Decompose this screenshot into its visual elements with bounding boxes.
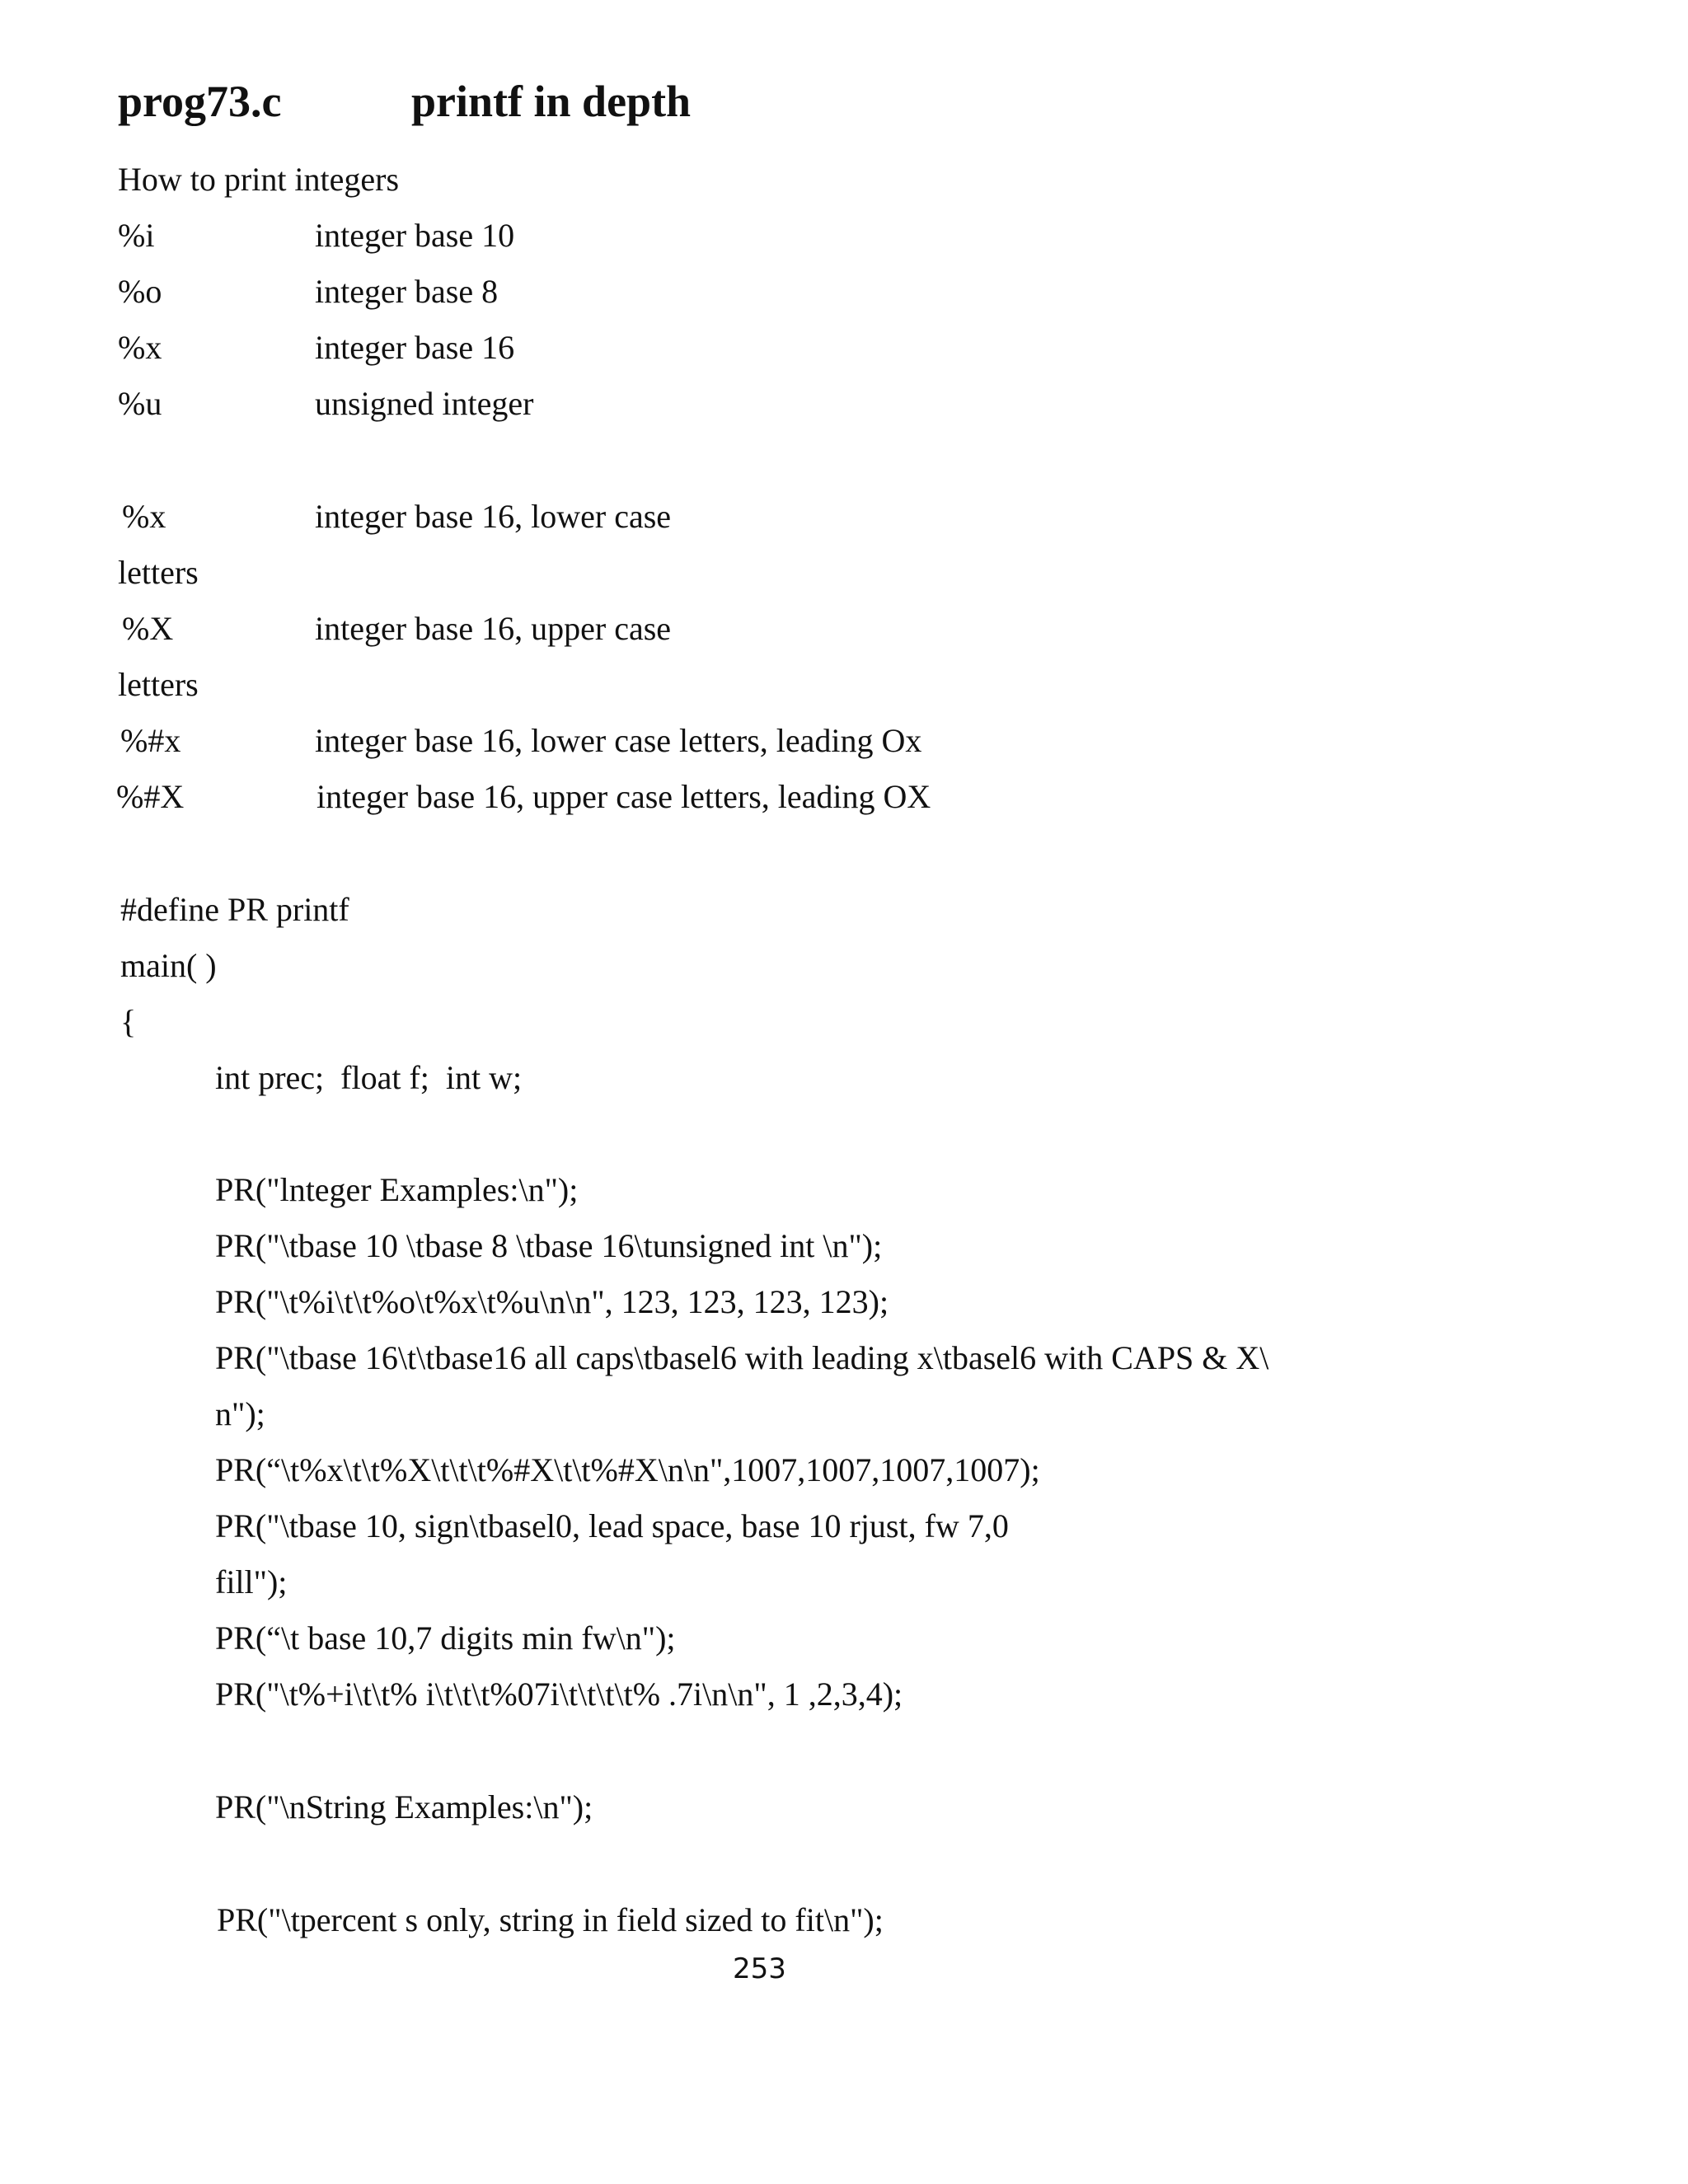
page-number: 253 — [733, 1952, 786, 1985]
code-declaration: int prec; float f; int w; — [215, 1059, 523, 1096]
intro-text: How to print integers — [118, 161, 400, 198]
code-line: PR("\tbase 10 \tbase 8 \tbase 16\tunsigned int \n"); — [215, 1227, 883, 1264]
code-line: PR("\nString Examples:\n"); — [215, 1788, 593, 1825]
spec-description: integer base 16, upper case — [315, 610, 672, 647]
spec-code: %x — [122, 498, 166, 535]
code-define: #define PR printf — [120, 891, 349, 928]
spec-code: %o — [118, 273, 162, 310]
code-line: PR("\tpercent s only, string in field sized to fit\n"); — [217, 1901, 884, 1938]
code-line: n"); — [215, 1395, 265, 1432]
spec-code: %X — [122, 610, 174, 647]
spec-description: integer base 8 — [315, 273, 499, 310]
code-line: PR("lnteger Examples:\n"); — [215, 1171, 579, 1208]
code-open-brace: { — [120, 1003, 137, 1040]
filename-heading: prog73.c — [118, 77, 282, 126]
code-line: fill"); — [215, 1563, 288, 1601]
spec-description: unsigned integer — [315, 385, 534, 422]
code-line: PR(“\t base 10,7 digits min fw\n"); — [215, 1619, 676, 1657]
spec-code: %#X — [116, 778, 185, 815]
code-line: PR("\t%i\t\t%o\t%x\t%u\n\n", 123, 123, 123, 123); — [215, 1283, 889, 1320]
spec-description: integer base 16, lower case letters, leading Ox — [315, 722, 922, 759]
code-line: PR("\tbase 10, sign\tbasel0, lead space, base 10 rjust, fw 7,0 — [215, 1507, 1009, 1544]
page-title: printf in depth — [411, 77, 692, 126]
code-main: main( ) — [120, 947, 217, 984]
spec-code: %i — [118, 217, 155, 254]
spec-description: integer base 16, upper case letters, leading OX — [316, 778, 931, 815]
spec-code: %x — [118, 329, 162, 366]
spec-description: integer base 16 — [315, 329, 515, 366]
spec-code: %u — [118, 385, 162, 422]
spec-code: %#x — [120, 722, 181, 759]
spec-description-wrap: letters — [118, 666, 199, 703]
code-line: PR("\t%+i\t\t% i\t\t\t%07i\t\t\t\t% .7i\n\n", 1 ,2,3,4); — [215, 1675, 903, 1713]
spec-description: integer base 16, lower case — [315, 498, 672, 535]
spec-description-wrap: letters — [118, 554, 199, 591]
spec-description: integer base 10 — [315, 217, 515, 254]
code-line: PR(“\t%x\t\t%X\t\t\t%#X\t\t%#X\n\n",1007,1007,1007,1007); — [215, 1451, 1040, 1488]
code-line: PR("\tbase 16\t\tbase16 all caps\tbasel6 with leading x\tbasel6 with CAPS & X\ — [215, 1339, 1269, 1376]
